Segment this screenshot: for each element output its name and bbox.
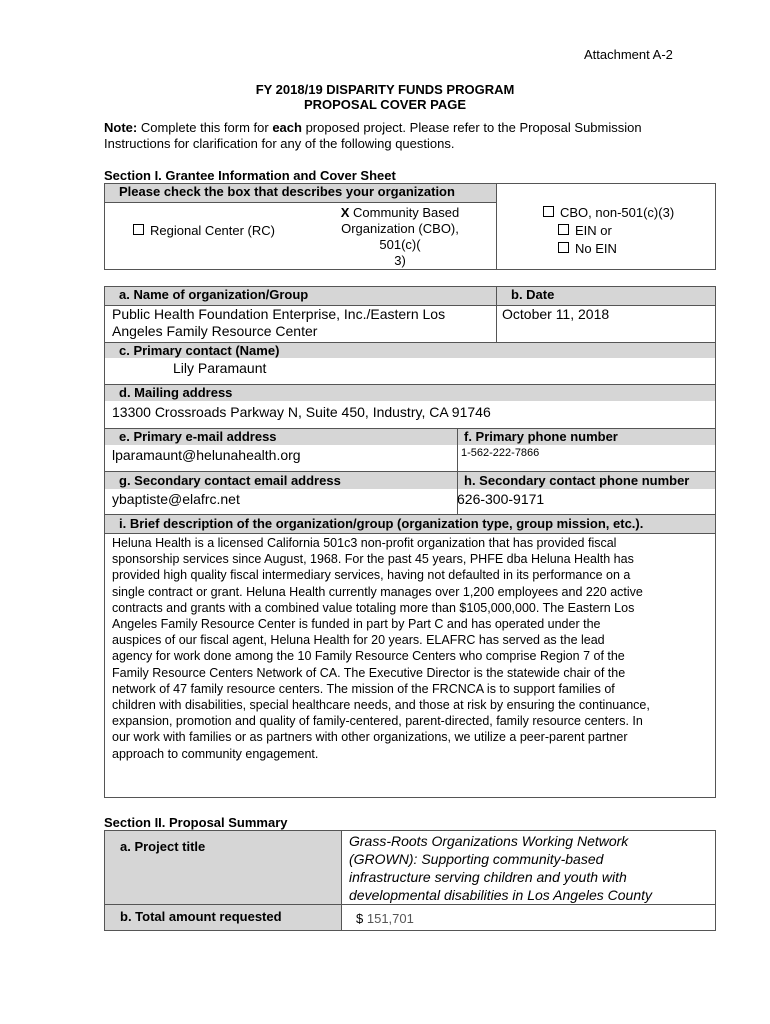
description-line: auspices of our fiscal agent, Heluna Health for 20 years. ELAFRC has served as the lead [112, 633, 605, 648]
note-text-1: Complete this form for [137, 120, 273, 135]
checkbox-icon[interactable] [558, 242, 569, 253]
cbo-line-4: 3) [394, 253, 406, 268]
cbo-line-1: Community Based [353, 205, 460, 220]
primary-contact-value: Lily Paramaunt [173, 360, 267, 376]
ein-option[interactable] [543, 222, 674, 240]
secondary-phone-value: 626-300-9171 [457, 491, 545, 507]
primary-phone-value: 1-562-222-7866 [461, 447, 540, 459]
cbo-line-3: 501(c)( [379, 237, 421, 252]
checkbox-icon[interactable] [133, 224, 144, 235]
section-1-heading: Section I. Grantee Information and Cover Sheet [104, 168, 396, 183]
org-name-header: a. Name of organization/Group [105, 287, 496, 305]
project-title-line: infrastructure serving children and youth with [349, 869, 627, 885]
description-line: Heluna Health is a licensed California 501c3 non-profit organization that has provided fiscal [112, 536, 617, 550]
description-line: single contract or grant. Heluna Health currently manages over 1,200 employees and 220 active [112, 584, 643, 599]
section-2-heading: Section II. Proposal Summary [104, 815, 288, 830]
cbo-selected-mark: X [340, 205, 350, 220]
primary-contact-header: c. Primary contact (Name) [105, 343, 715, 358]
org-name-line-2: Angeles Family Resource Center [112, 323, 318, 339]
amount-value: 151,701 [366, 911, 414, 926]
primary-email-header: e. Primary e-mail address [105, 429, 457, 445]
project-title-line: Grass-Roots Organizations Working Network [349, 833, 629, 849]
description-header: i. Brief description of the organization/group (organization type, group mission, etc.). [105, 515, 715, 533]
checkbox-icon[interactable] [543, 206, 554, 217]
cbo-non501-label: CBO, non-501(c)(3) [560, 205, 675, 220]
description-line: network of 47 family resource centers. The mission of the FRCNCA is to support families of [112, 681, 615, 696]
regional-center-label: Regional Center (RC) [150, 223, 275, 238]
attachment-label: Attachment A-2 [584, 47, 673, 62]
description-line: contracts and grants with a combined value totaling more than $105,000,000. The Eastern Los [112, 600, 635, 615]
cbo-non501-option[interactable] [543, 204, 674, 222]
description-line: provided high quality fiscal intermediary services, having not defaulted in its performance on a [112, 568, 631, 583]
proposal-summary-table [104, 830, 716, 931]
no-ein-option[interactable] [543, 240, 674, 258]
mailing-address-header: d. Mailing address [105, 385, 715, 401]
amount-label: b. Total amount requested [120, 909, 282, 924]
form-title: FY 2018/19 DISPARITY FUNDS PROGRAM [255, 82, 515, 97]
description-line: sponsorship services since August, 1968. For the past 45 years, PHFE dba Heluna Health has [112, 552, 634, 567]
mailing-address-value: 13300 Crossroads Parkway N, Suite 450, Industry, CA 91746 [112, 404, 491, 420]
regional-center-option[interactable] [133, 223, 275, 238]
description-line: Family Resource Centers Network of CA. The Executive Director is the statewide chair of the [112, 665, 626, 680]
instruction-note [104, 120, 704, 152]
description-body [112, 535, 712, 762]
date-header: b. Date [497, 287, 715, 305]
description-line: Angeles Family Resource Center is funded in part by Part C and has operated under the [112, 617, 601, 632]
org-type-table [104, 183, 716, 270]
secondary-email-header: g. Secondary contact email address [105, 472, 457, 489]
secondary-phone-header: h. Secondary contact phone number [458, 472, 715, 489]
project-title-line: developmental disabilities in Los Angeles County [349, 887, 652, 903]
date-value: October 11, 2018 [502, 306, 610, 322]
primary-email-value: lparamaunt@helunahealth.org [112, 447, 301, 463]
description-line: our work with families or as partners with other organizations, we utilize a peer-parent partner [112, 730, 628, 745]
description-line: agency for work done among the 10 Family Resource Centers who comprise Region 7 of the [112, 649, 625, 664]
project-title-label: a. Project title [120, 839, 206, 854]
cbo-line-2: Organization (CBO), [341, 221, 459, 236]
checkbox-icon[interactable] [558, 224, 569, 235]
note-text-2: proposed project. Please refer to the Proposal Submission Instructions for clarification for any of the following questions. [104, 120, 642, 151]
description-line: approach to community engagement. [112, 746, 319, 761]
note-label: Note: [104, 120, 138, 135]
description-line: expansion, promotion and quality of family-centered, parent-directed, family resource centers. In [112, 714, 643, 729]
amount-currency: $ [356, 911, 364, 926]
primary-phone-header: f. Primary phone number [458, 429, 715, 445]
org-name-line-1: Public Health Foundation Enterprise, Inc./Eastern Los [112, 306, 446, 322]
form-subtitle: PROPOSAL COVER PAGE [303, 97, 467, 112]
cbo-option[interactable] [305, 205, 495, 269]
note-emphasis: each [272, 120, 302, 135]
no-ein-label: No EIN [575, 241, 617, 256]
contact-table [104, 286, 716, 798]
secondary-email-value: ybaptiste@elafrc.net [112, 491, 240, 507]
org-type-header: Please check the box that describes your organization [105, 184, 496, 202]
description-line: children with disabilities, special healthcare needs, and those at risk by ensuring the continuance, [112, 698, 650, 713]
ein-label: EIN or [575, 223, 612, 238]
project-title-line: (GROWN): Supporting community-based [349, 851, 604, 867]
